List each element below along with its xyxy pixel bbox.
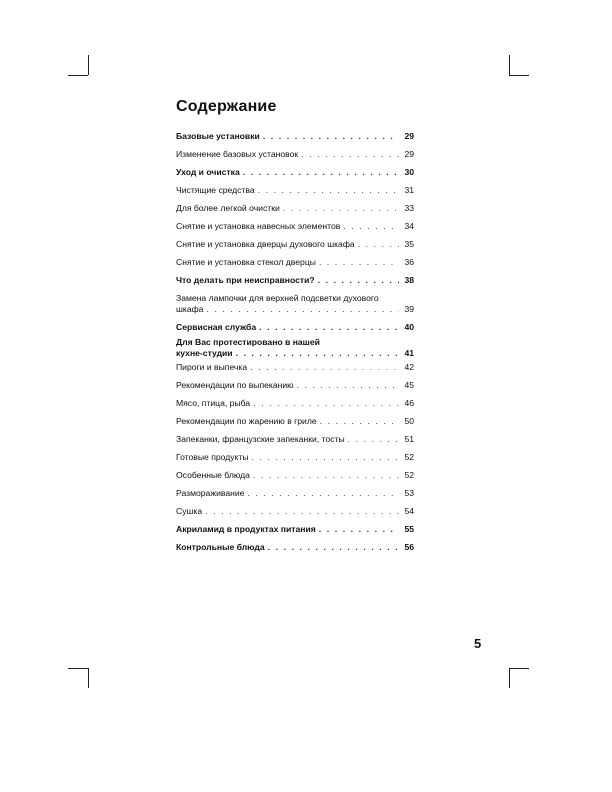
toc-entry-row (176, 542, 414, 553)
page-number: 5 (474, 636, 482, 651)
toc-entry-row (176, 488, 414, 499)
toc-entry-label: Изменение базовых установок (176, 149, 299, 159)
toc-entry-row (176, 185, 414, 196)
crop-mark-bottom-left-v (88, 668, 89, 688)
toc-entry-page: 33 (404, 203, 414, 213)
dot-leader (297, 380, 399, 391)
dot-leader (319, 257, 399, 268)
dot-leader (253, 470, 399, 481)
toc-entry[interactable] (176, 221, 414, 232)
toc-entry[interactable] (176, 380, 414, 391)
toc-entry-label: Сервисная служба (176, 322, 257, 332)
toc-entry-page: 42 (404, 362, 414, 372)
dot-leader (247, 488, 399, 499)
toc-entry[interactable] (176, 131, 414, 142)
toc-entry[interactable] (176, 322, 414, 333)
toc-entry-row (176, 416, 414, 427)
dot-leader (320, 416, 399, 427)
toc-entry-label: Запеканки, французские запеканки, тосты (176, 434, 345, 444)
toc-entry-page: 46 (404, 398, 414, 408)
toc-entry-row (176, 203, 414, 214)
toc-entry-first-line: Замена лампочки для верхней подсветки духового (176, 293, 379, 303)
toc-entry-page: 55 (404, 524, 414, 534)
toc-entry[interactable] (176, 452, 414, 463)
toc-entry[interactable] (176, 542, 414, 553)
crop-mark-bottom-left-h (68, 668, 88, 669)
toc-entry[interactable] (176, 149, 414, 160)
toc-entry[interactable] (176, 524, 414, 535)
toc-entry-label: Пироги и выпечка (176, 362, 248, 372)
crop-mark-bottom-right-v (509, 668, 510, 688)
dot-leader (343, 221, 399, 232)
toc-entry-page: 29 (404, 149, 414, 159)
toc-entry-label: Снятие и установка навесных элементов (176, 221, 341, 231)
toc-entry-label: Рекомендации по жарению в гриле (176, 416, 317, 426)
crop-mark-top-left-h (68, 75, 88, 76)
toc-entry[interactable] (176, 488, 414, 499)
toc-entry[interactable] (176, 185, 414, 196)
crop-mark-top-right-h (509, 75, 529, 76)
toc-entry-row (176, 470, 414, 481)
toc-entry-page: 39 (404, 304, 414, 314)
dot-leader (318, 275, 399, 286)
crop-mark-bottom-right-h (509, 668, 529, 669)
dot-leader (268, 542, 399, 553)
toc-entry-page: 30 (404, 167, 414, 177)
toc-entry-row (176, 398, 414, 409)
dot-leader (258, 185, 399, 196)
dot-leader (283, 203, 399, 214)
toc-entry-page: 53 (404, 488, 414, 498)
toc-entry[interactable] (176, 362, 414, 373)
toc-entry-row (176, 221, 414, 232)
toc-entry-page: 45 (404, 380, 414, 390)
dot-leader (319, 524, 399, 535)
toc-entry-page: 50 (404, 416, 414, 426)
toc-entry-label: Сушка (176, 506, 203, 516)
toc-entry[interactable] (176, 257, 414, 268)
toc-entry-label: Что делать при неисправности? (176, 275, 315, 285)
toc-entry-label: кухне-студии (176, 348, 233, 358)
toc-entry-label: Снятие и установка дверцы духового шкафа (176, 239, 355, 249)
toc-entry-page: 54 (404, 506, 414, 516)
toc-entry-row (176, 524, 414, 535)
toc-entry-page: 56 (404, 542, 414, 552)
toc-entry-page: 52 (404, 470, 414, 480)
dot-leader (206, 304, 399, 315)
dot-leader (348, 434, 399, 445)
toc-entry-label: Размораживание (176, 488, 245, 498)
toc-entry-page: 36 (404, 257, 414, 267)
toc-entry-label: Мясо, птица, рыба (176, 398, 251, 408)
toc-entry-row (176, 239, 414, 250)
toc-entry-row (176, 167, 414, 178)
dot-leader (205, 506, 399, 517)
toc-entry-row (176, 322, 414, 333)
dot-leader (250, 362, 399, 373)
toc-entry-label: Акриламид в продуктах питания (176, 524, 316, 534)
toc-entry-row (176, 257, 414, 268)
toc-entry-label: Контрольные блюда (176, 542, 265, 552)
toc-entry-page: 29 (404, 131, 414, 141)
toc-entry[interactable] (176, 203, 414, 214)
toc-entry[interactable] (176, 293, 414, 315)
toc-entry[interactable] (176, 239, 414, 250)
toc-entry-first-line: Для Вас протестировано в нашей (176, 337, 320, 347)
toc-entry-row (176, 304, 414, 315)
toc-entry-row (176, 452, 414, 463)
dot-leader (263, 131, 399, 142)
toc-entry[interactable] (176, 275, 414, 286)
toc-entry-label: Особенные блюда (176, 470, 250, 480)
toc-entry-page: 31 (404, 185, 414, 195)
toc-entry-row (176, 362, 414, 373)
toc-entry[interactable] (176, 434, 414, 445)
toc-entry-label: Готовые продукты (176, 452, 249, 462)
toc-entry-label: Снятие и установка стекол дверцы (176, 257, 316, 267)
toc-entry-label: Для более легкой очистки (176, 203, 280, 213)
toc-entry-row (176, 131, 414, 142)
toc-entry-row (176, 149, 414, 160)
dot-leader (358, 239, 399, 250)
toc-entry-row (176, 506, 414, 517)
dot-leader (259, 322, 399, 333)
dot-leader (301, 149, 399, 160)
toc-entry-row (176, 348, 414, 359)
toc-entry-page: 38 (404, 275, 414, 285)
toc-entry[interactable] (176, 506, 414, 517)
toc-entry-page: 40 (404, 322, 414, 332)
toc-entry-page: 51 (404, 434, 414, 444)
toc-entry[interactable] (176, 416, 414, 427)
toc-entry-label: Базовые установки (176, 131, 260, 141)
toc-entry[interactable] (176, 167, 414, 178)
toc-entry-page: 35 (404, 239, 414, 249)
toc-entry-row (176, 275, 414, 286)
toc-entry-row (176, 380, 414, 391)
crop-mark-top-right-v (509, 55, 510, 75)
dot-leader (253, 398, 399, 409)
toc-entry-label: Рекомендации по выпеканию (176, 380, 294, 390)
toc-entry-page: 34 (404, 221, 414, 231)
toc-entry[interactable] (176, 470, 414, 481)
dot-leader (236, 348, 399, 359)
dot-leader (243, 167, 399, 178)
toc-entry[interactable] (176, 398, 414, 409)
dot-leader (252, 452, 399, 463)
toc-entry-label: шкафа (176, 304, 204, 314)
toc-entry-page: 41 (404, 348, 414, 358)
page-title: Содержание (176, 98, 277, 115)
toc-entry-row (176, 434, 414, 445)
toc-entry[interactable] (176, 337, 414, 359)
toc-entry-label: Чистящие средства (176, 185, 255, 195)
crop-mark-top-left-v (88, 55, 89, 75)
toc-entry-page: 52 (404, 452, 414, 462)
toc-entry-label: Уход и очистка (176, 167, 240, 177)
